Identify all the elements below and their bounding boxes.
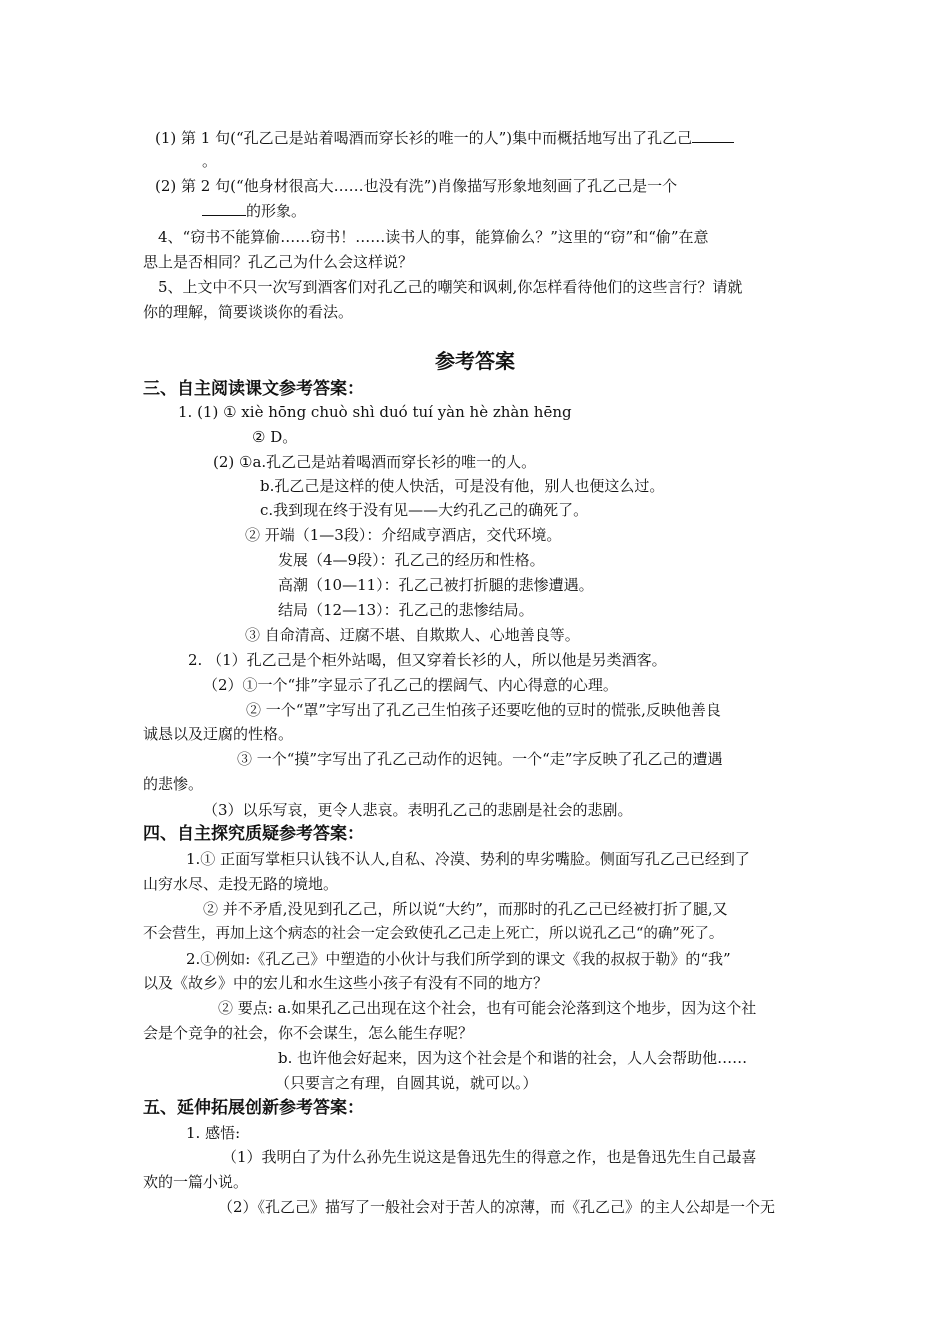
section-3-line: 发展（4—9段）：孔乙己的经历和性格。 [278, 551, 545, 569]
question-4-line-2: 思上是否相同？孔乙己为什么会这样说？ [143, 253, 414, 271]
section-4-line: b. 也许他会好起来，因为这个社会是个和谐的社会，人人会帮助他…… [278, 1049, 748, 1067]
section-5-line: （2）《孔乙己》描写了一般社会对于苦人的凉薄，而《孔乙己》的主人公却是一个无 [218, 1198, 776, 1216]
section-3-line: （3）以乐写哀，更令人悲哀。表明孔乙己的悲剧是社会的悲剧。 [203, 801, 633, 819]
section-4-line: 1.① 正面写掌柜只认钱不认人,自私、冷漠、势利的卑劣嘴脸。侧面写孔乙己已经到了 [186, 850, 750, 868]
section-4-line: 不会营生，再加上这个病态的社会一定会致使孔乙己走上死亡，所以说孔乙己“的确”死了。 [143, 926, 724, 942]
section-3-line: c.我到现在终于没有见——大约孔乙己的确死了。 [260, 501, 589, 519]
section-4-line: 会是个竞争的社会，你不会谋生，怎么能生存呢？ [143, 1024, 474, 1042]
section-3-line: 的悲惨。 [143, 775, 204, 793]
question-3-1-text: (1) 第 1 句(“孔乙己是站着喝酒而穿长衫的唯一的人”)集中而概括地写出了孔乙己 [155, 129, 693, 147]
question-5-line-2: 你的理解，简要谈谈你的看法。 [143, 303, 354, 321]
section-4-line: ② 要点: a.如果孔乙己出现在这个社会，也有可能会沦落到这个地步，因为这个社 [218, 999, 757, 1017]
section-5-line: （1）我明白了为什么孙先生说这是鲁迅先生的得意之作，也是鲁迅先生自己最喜 [222, 1148, 757, 1166]
answer-title: 参考答案 [435, 349, 515, 373]
section-3-line: 2. （1）孔乙己是个柜外站喝，但又穿着长衫的人，所以他是另类酒客。 [188, 651, 667, 669]
section-3-line: 结局（12—13）：孔乙己的悲惨结局。 [278, 601, 534, 619]
section-3-heading: 三、自主阅读课文参考答案： [143, 379, 364, 399]
question-3-2-end [202, 200, 306, 222]
section-4-heading: 四、自主探究质疑参考答案： [143, 824, 364, 844]
section-3-line: ② 开端（1—3段）：介绍咸亨酒店，交代环境。 [245, 526, 562, 544]
answer-blank [692, 128, 734, 143]
section-4-line: ② 并不矛盾,没见到孔乙己，所以说“大约”，而那时的孔乙己已经被打折了腿,又 [203, 900, 728, 918]
question-4-line-1: 4、“窃书不能算偷……窃书！……读书人的事，能算偷么？”这里的“窃”和“偷”在意 [158, 228, 709, 246]
section-3-line: 诚恳以及迂腐的性格。 [143, 725, 294, 743]
section-5-heading: 五、延伸拓展创新参考答案： [143, 1098, 364, 1118]
question-3-2: (2) 第 2 句(“他身材很高大……也没有洗”)肖像描写形象地刻画了孔乙己是一个 [155, 177, 678, 195]
section-4-line: 山穷水尽、走投无路的境地。 [143, 875, 339, 893]
section-3-line: （2）①一个“排”字显示了孔乙己的摆阔气、内心得意的心理。 [203, 676, 618, 694]
question-3-1-end: 。 [202, 152, 218, 170]
section-3-line: (2) ①a.孔乙己是站着喝酒而穿长衫的唯一的人。 [213, 453, 537, 471]
question-3-2-end-text: 的形象。 [246, 202, 307, 220]
section-3-line: ② 一个“罩”字写出了孔乙己生怕孩子还要吃他的豆时的慌张,反映他善良 [246, 701, 721, 719]
section-4-line: 以及《故乡》中的宏儿和水生这些小孩子有没有不同的地方？ [143, 974, 549, 992]
section-3-line: ② D。 [252, 428, 298, 446]
section-3-line: 高潮（10—11）：孔乙己被打折腿的悲惨遭遇。 [278, 576, 594, 594]
section-3-line: 1. (1) ① xiè hōng chuò shì duó tuí yàn hè zhàn hēng [178, 403, 572, 421]
section-5-line: 欢的一篇小说。 [143, 1173, 249, 1191]
question-5-line-1: 5、上文中不只一次写到酒客们对孔乙己的嘲笑和讽刺,你怎样看待他们的这些言行？请就 [158, 278, 743, 296]
section-4-line: （只要言之有理，自圆其说，就可以。） [275, 1074, 538, 1092]
section-4-line: 2.①例如:《孔乙己》中塑造的小伙计与我们所学到的课文《我的叔叔于勒》的“我” [186, 950, 731, 968]
question-3-1 [155, 127, 734, 149]
section-3-line: ③ 一个“摸”字写出了孔乙己动作的迟钝。一个“走”字反映了孔乙己的遭遇 [237, 750, 723, 768]
section-5-line: 1. 感悟: [186, 1124, 241, 1142]
answer-blank [202, 201, 246, 216]
section-3-line: b.孔乙己是这样的使人快活，可是没有他，别人也便这么过。 [260, 477, 665, 495]
section-3-line: ③ 自命清高、迂腐不堪、自欺欺人、心地善良等。 [245, 626, 580, 644]
